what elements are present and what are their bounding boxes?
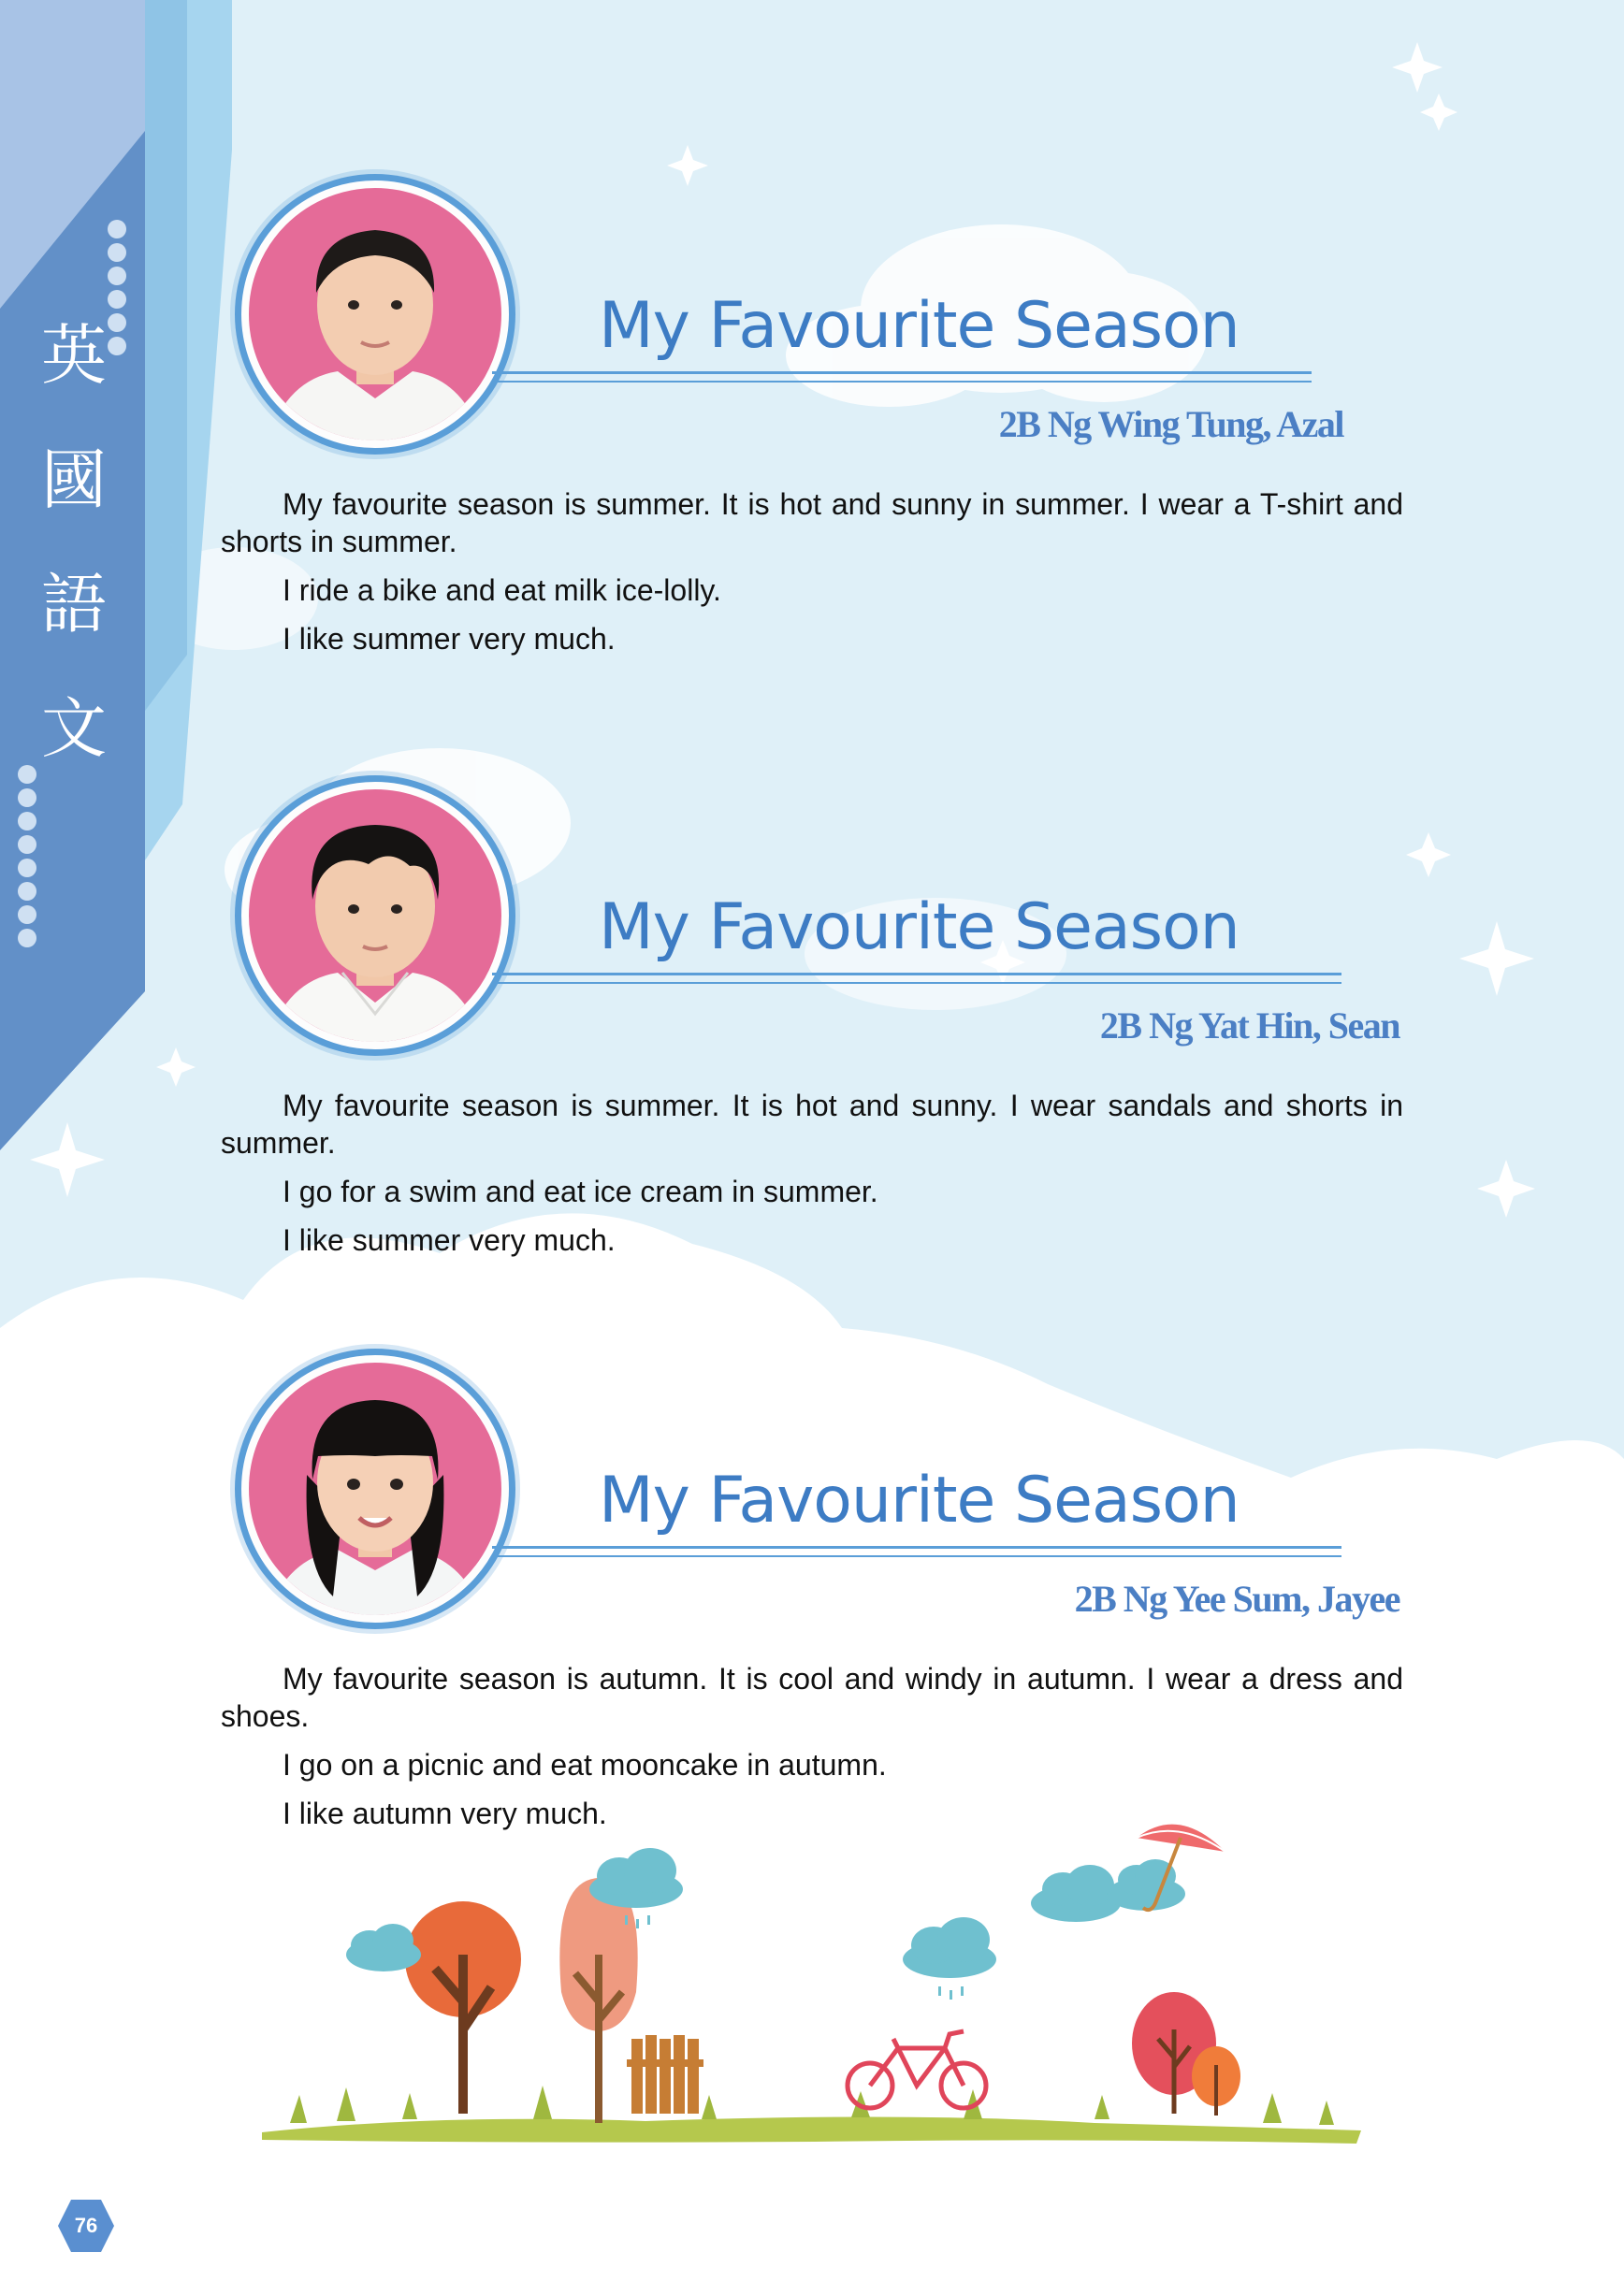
sidebar-title — [32, 317, 116, 820]
essay-entry-2 — [0, 782, 1624, 1343]
title-underline — [492, 1546, 1341, 1557]
page-number-text: 76 — [74, 2214, 98, 2237]
autumn-illustration — [253, 1814, 1375, 2151]
sidebar-char: 國 — [41, 441, 107, 518]
essay-title: My Favourite Season — [599, 289, 1240, 363]
title-underline — [492, 973, 1341, 984]
essay-body — [221, 1087, 1403, 1270]
essay-paragraph: I like summer very much. — [283, 1223, 616, 1257]
sidebar-char: 語 — [41, 566, 107, 643]
student-photo — [241, 782, 509, 1049]
sidebar-char: 文 — [41, 690, 107, 767]
essay-paragraph: I like summer very much. — [283, 622, 616, 656]
essay-paragraph: My favourite season is summer. It is hot and sunny. I wear sandals and shorts in summer. — [221, 1089, 1403, 1160]
essay-paragraph: My favourite season is summer. It is hot and sunny in summer. I wear a T-shirt and shorts in summer. — [221, 487, 1403, 558]
author-name: 2B Ng Yat Hin, Sean — [1099, 1004, 1399, 1047]
essay-paragraph: I go for a swim and eat ice cream in summer. — [283, 1175, 878, 1208]
sidebar-char: 英 — [41, 317, 107, 394]
essay-paragraph: I ride a bike and eat milk ice-lolly. — [283, 573, 721, 607]
student-photo — [241, 1355, 509, 1623]
essay-title: My Favourite Season — [599, 1464, 1240, 1538]
title-underline — [492, 371, 1312, 383]
author-name: 2B Ng Wing Tung, Azal — [998, 403, 1343, 445]
essay-paragraph: I like autumn very much. — [283, 1797, 607, 1830]
student-photo — [241, 181, 509, 448]
essay-paragraph: My favourite season is autumn. It is cool and windy in autumn. I wear a dress and shoes. — [221, 1662, 1403, 1733]
essay-entry-1 — [0, 181, 1624, 742]
essay-paragraph: I go on a picnic and eat mooncake in autumn. — [283, 1748, 887, 1782]
essay-body — [221, 485, 1403, 669]
essay-title: My Favourite Season — [599, 890, 1240, 964]
author-name: 2B Ng Yee Sum, Jayee — [1074, 1578, 1399, 1620]
page-number — [56, 2196, 116, 2256]
